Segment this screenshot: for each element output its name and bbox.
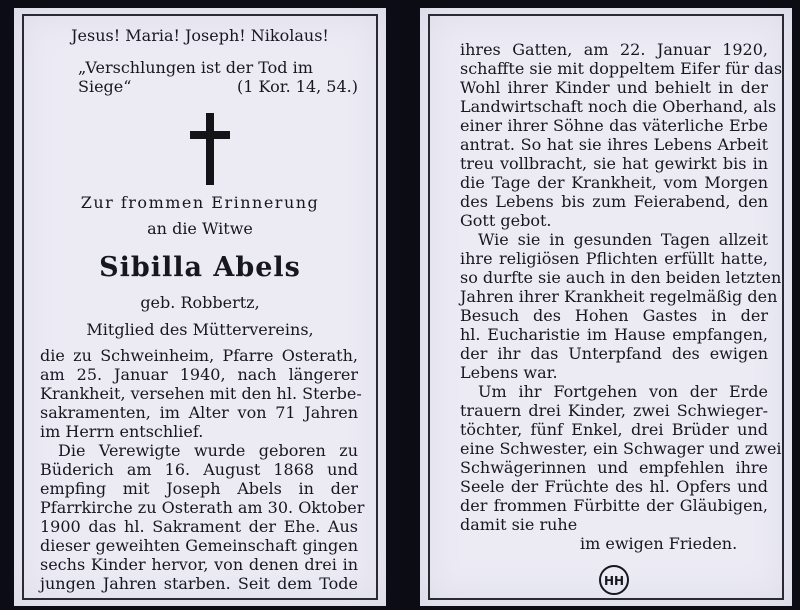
left-body-line: 1900 das hl. Sakrament der Ehe. Aus (40, 517, 358, 536)
right-body-line: ihres Gatten, am 22. Januar 1920, (460, 40, 768, 59)
right-body-line: hl. Eucharistie im Hause empfangen, (460, 325, 768, 344)
right-body-line: der ihr das Unterpfand des ewigen (460, 344, 768, 363)
left-card-border (22, 14, 378, 600)
printer-logo-icon (598, 564, 630, 596)
right-body-line: Um ihr Fortgehen von der Erde (478, 382, 768, 401)
right-body-line: trauern drei Kinder, zwei Schwieger- (460, 401, 768, 420)
right-body-line: schaffte sie mit doppeltem Eifer für das (460, 59, 783, 78)
right-body-line: Wie sie in gesunden Tagen allzeit (478, 230, 768, 249)
right-body-line: Seele der Früchte des hl. Opfers und (460, 477, 768, 496)
printer-logo-text: HH (603, 574, 625, 588)
left-body-line: dieser geweihten Gemeinschaft gingen (40, 536, 358, 555)
right-body-line: einer ihrer Söhne das väterliche Erbe (460, 116, 768, 135)
left-body-line: Pfarrkirche zu Osterath am 30. Oktober (40, 498, 365, 517)
right-body-line: Besuch des Hohen Gastes in der (460, 306, 768, 325)
left-body-line: sechs Kinder hervor, von denen drei in (40, 555, 358, 574)
closing-line: im ewigen Frieden. (580, 534, 738, 553)
maiden-name: geb. Robbertz, (140, 293, 260, 312)
right-body-line: die Tage der Krankheit, vom Morgen (460, 173, 768, 192)
right-body-line: antrat. So hat sie ihres Lebens Arbeit (460, 135, 768, 154)
left-card-page (14, 8, 386, 606)
right-body-line: der frommen Fürbitte der Gläubigen, (460, 496, 768, 515)
cross-icon (190, 113, 230, 185)
right-body-line: Wohl ihrer Kinder und behielt in der (460, 78, 768, 97)
left-body-line: Krankheit, versehen mit den hl. Sterbe- (40, 384, 362, 403)
right-card-page (420, 8, 792, 606)
memory-heading: Zur frommen Erinnerung (80, 193, 320, 212)
quote-line-1: „Verschlungen ist der Tod im (78, 58, 313, 77)
right-body-line: eine Schwester, ein Schwager und zwei (460, 439, 782, 458)
membership-line: Mitglied des Müttervereins, (86, 320, 314, 339)
right-body-line: töchter, fünf Enkel, drei Brüder und (460, 420, 768, 439)
left-body-line: sakramenten, im Alter von 71 Jahren (40, 403, 358, 422)
left-body-line: jungen Jahren starben. Seit dem Tode (40, 574, 358, 593)
left-body-line: im Herrn entschlief. (40, 422, 204, 441)
deceased-name: Sibilla Abels (99, 252, 301, 283)
invocation-line: Jesus! Maria! Joseph! Nikolaus! (71, 26, 329, 45)
right-body-line: Landwirtschaft noch die Oberhand, als (460, 97, 777, 116)
right-card-border (428, 14, 784, 600)
right-body-line: treu vollbracht, sie hat gewirkt bis in (460, 154, 768, 173)
right-body-line: so durfte sie auch in den beiden letzten (460, 268, 782, 287)
left-body-line: die zu Schweinheim, Pfarre Osterath, (40, 346, 358, 365)
left-body-line: Büderich am 16. August 1868 und (40, 460, 358, 479)
right-body-line: des Lebens bis zum Feierabend, den (460, 192, 768, 211)
quote-line-2-start: Siege“ (78, 77, 132, 96)
right-body-line: Schwägerinnen und empfehlen ihre (460, 458, 768, 477)
right-body-line: Lebens war. (460, 363, 558, 382)
right-body-line: damit sie ruhe (460, 515, 578, 534)
quote-reference: (1 Kor. 14, 54.) (237, 77, 358, 96)
right-body-line: ihre religiösen Pflichten erfüllt hatte, (460, 249, 768, 268)
widow-line: an die Witwe (147, 219, 253, 238)
left-body-line: Die Verewigte wurde geboren zu (58, 441, 358, 460)
right-body-line: Gott gebot. (460, 211, 552, 230)
left-body-line: am 25. Januar 1940, nach längerer (40, 365, 358, 384)
right-body-line: Jahren ihrer Krankheit regelmäßig den (460, 287, 778, 306)
left-body-line: empfing mit Joseph Abels in der (40, 479, 358, 498)
